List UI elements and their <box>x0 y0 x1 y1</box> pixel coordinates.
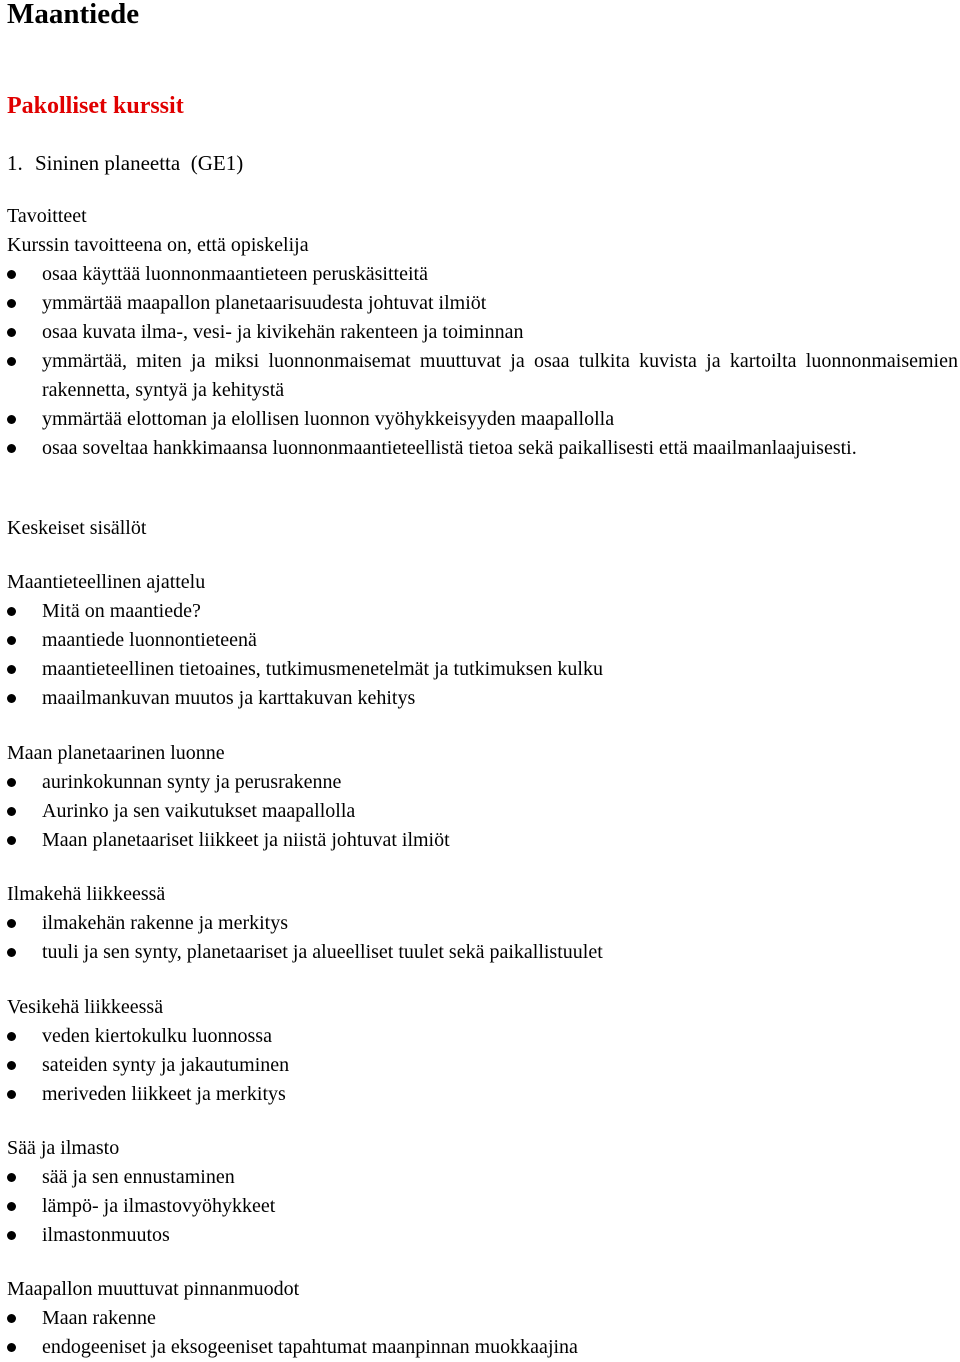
bullet-icon <box>7 807 16 816</box>
bullet-icon <box>7 1090 16 1099</box>
list-item: ymmärtää, miten ja miksi luonnonmaisemat muuttuvat ja osaa tulkita kuvista ja kartoilta luonnonmaisemien rakennetta, syntyä ja kehitystä <box>0 347 958 405</box>
bullet-icon <box>7 836 16 845</box>
bullet-icon <box>7 1061 16 1070</box>
list-item: Maan rakenne <box>0 1304 958 1333</box>
list-item: veden kiertokulku luonnossa <box>0 1022 958 1051</box>
bullet-icon <box>7 357 16 366</box>
list-item: endogeeniset ja eksogeeniset tapahtumat maanpinnan muokkaajina <box>0 1333 958 1362</box>
section-list <box>0 597 958 713</box>
list-item: maailmankuvan muutos ja karttakuvan kehitys <box>0 684 958 713</box>
section-heading: Ilmakehä liikkeessä <box>7 883 166 905</box>
section-heading: Maantieteellinen ajattelu <box>7 571 206 593</box>
bullet-icon <box>7 919 16 928</box>
section-subtitle: Pakolliset kurssit <box>7 93 184 119</box>
list-item: osaa kuvata ilma-, vesi- ja kivikehän rakenteen ja toiminnan <box>0 318 958 347</box>
section-heading: Vesikehä liikkeessä <box>7 996 164 1018</box>
course-number: 1. <box>7 151 23 175</box>
bullet-icon <box>7 1343 16 1352</box>
list-item: maantiede luonnontieteenä <box>0 626 958 655</box>
list-item: ilmakehän rakenne ja merkitys <box>0 909 958 938</box>
list-item: sää ja sen ennustaminen <box>0 1163 958 1192</box>
list-item: Aurinko ja sen vaikutukset maapallolla <box>0 797 958 826</box>
section-heading: Maapallon muuttuvat pinnanmuodot <box>7 1278 300 1300</box>
list-item: ilmastonmuutos <box>0 1221 958 1250</box>
list-item: Maan planetaariset liikkeet ja niistä johtuvat ilmiöt <box>0 826 958 855</box>
bullet-icon <box>7 778 16 787</box>
goals-intro: Kurssin tavoitteena on, että opiskelija <box>7 234 309 256</box>
section-list <box>0 909 958 967</box>
section-list <box>0 768 958 855</box>
bullet-icon <box>7 1173 16 1182</box>
goals-list <box>0 260 958 463</box>
section-list <box>0 1163 958 1250</box>
bullet-icon <box>7 1202 16 1211</box>
list-item: ymmärtää elottoman ja elollisen luonnon vyöhykkeisyyden maapallolla <box>0 405 958 434</box>
bullet-icon <box>7 1231 16 1240</box>
list-item: osaa soveltaa hankkimaansa luonnonmaantieteellistä tietoa sekä paikallisesti että maailmanlaajuisesti. <box>0 434 958 463</box>
goals-heading: Tavoitteet <box>7 205 87 227</box>
bullet-icon <box>7 270 16 279</box>
bullet-icon <box>7 665 16 674</box>
section-heading: Sää ja ilmasto <box>7 1137 120 1159</box>
document-title: Maantiede <box>7 0 140 30</box>
list-item: meriveden liikkeet ja merkitys <box>0 1080 958 1109</box>
bullet-icon <box>7 607 16 616</box>
bullet-icon <box>7 1032 16 1041</box>
bullet-icon <box>7 415 16 424</box>
list-item: ymmärtää maapallon planetaarisuudesta johtuvat ilmiöt <box>0 289 958 318</box>
bullet-icon <box>7 694 16 703</box>
bullet-icon <box>7 299 16 308</box>
bullet-icon <box>7 444 16 453</box>
list-item: sateiden synty ja jakautuminen <box>0 1051 958 1080</box>
contents-heading: Keskeiset sisällöt <box>7 517 147 539</box>
list-item: aurinkokunnan synty ja perusrakenne <box>0 768 958 797</box>
section-list <box>0 1022 958 1109</box>
bullet-icon <box>7 328 16 337</box>
list-item: lämpö- ja ilmastovyöhykkeet <box>0 1192 958 1221</box>
list-item: osaa käyttää luonnonmaantieteen peruskäsitteitä <box>0 260 958 289</box>
section-heading: Maan planetaarinen luonne <box>7 742 225 764</box>
course-heading <box>7 148 243 178</box>
list-item: maantieteellinen tietoaines, tutkimusmenetelmät ja tutkimuksen kulku <box>0 655 958 684</box>
bullet-icon <box>7 636 16 645</box>
list-item: Mitä on maantiede? <box>0 597 958 626</box>
bullet-icon <box>7 1314 16 1323</box>
section-list <box>0 1304 958 1362</box>
bullet-icon <box>7 948 16 957</box>
list-item: tuuli ja sen synty, planetaariset ja alueelliset tuulet sekä paikallistuulet <box>0 938 958 967</box>
course-name: Sininen planeetta (GE1) <box>35 151 244 175</box>
